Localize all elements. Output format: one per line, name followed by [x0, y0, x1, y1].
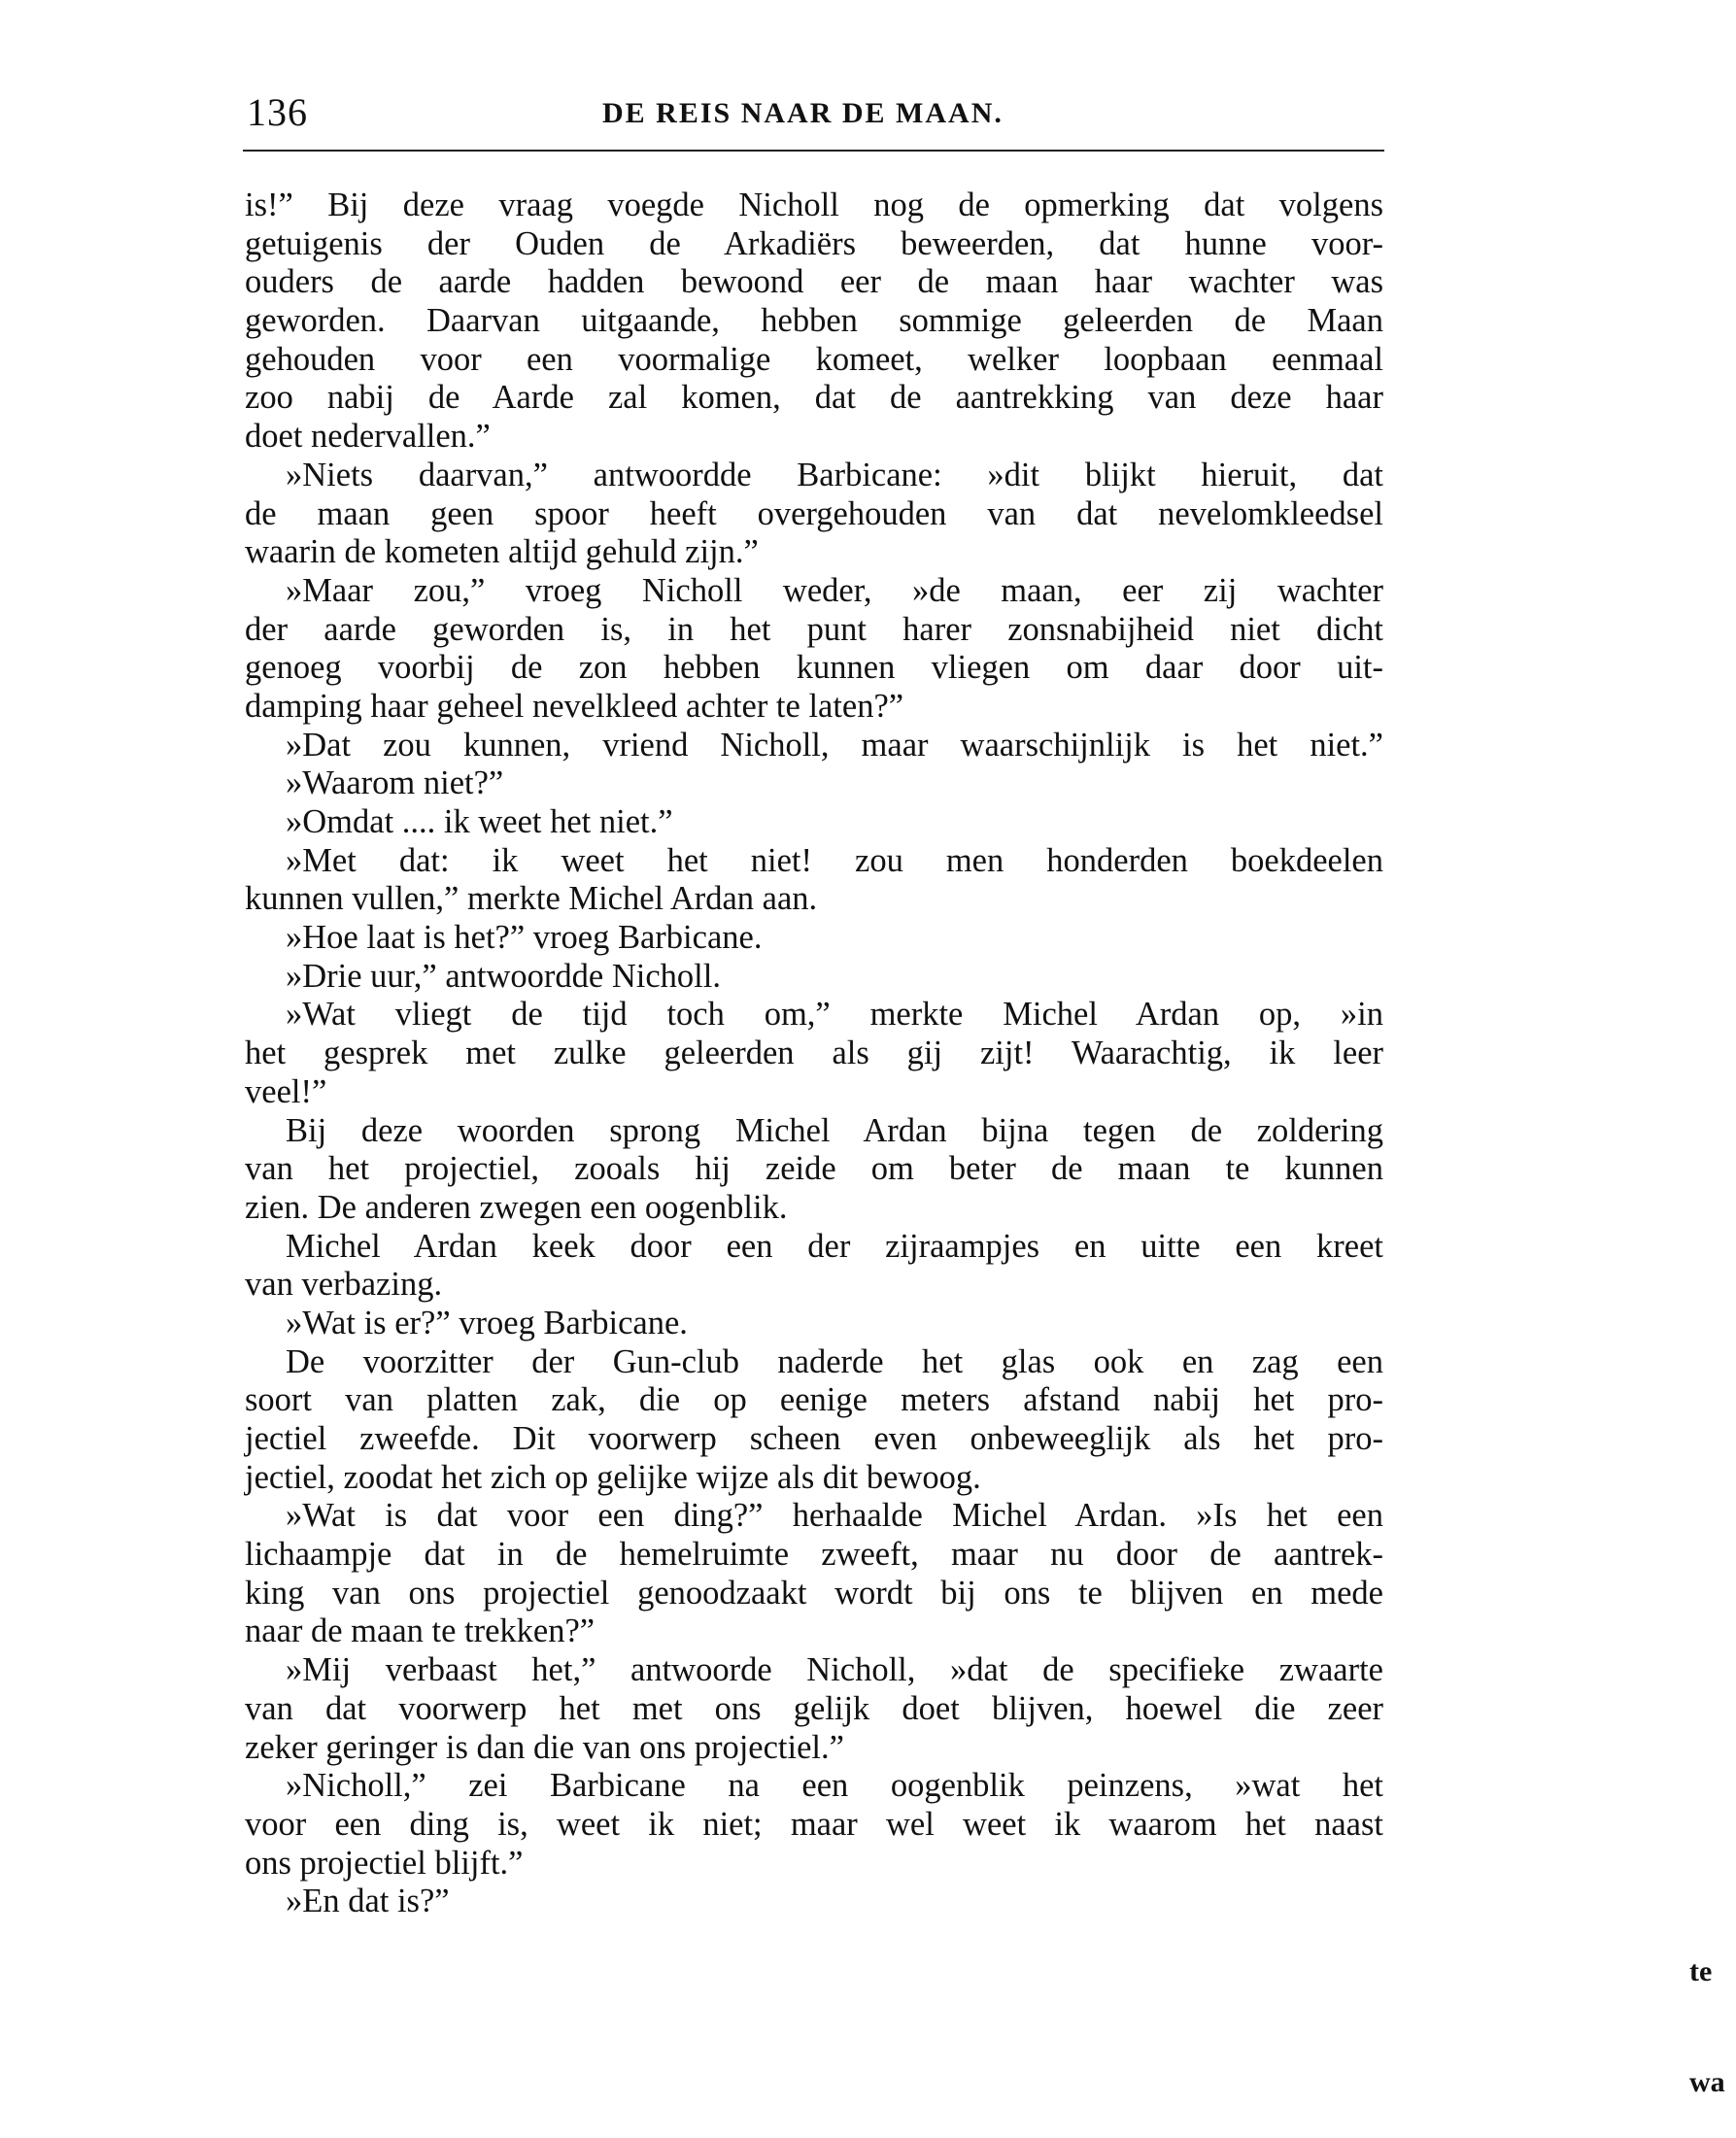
text-line: »Met dat: ik weet het niet! zou men honderden boekdeelen	[286, 841, 1383, 879]
text-line: Michel Ardan keek door een der zijraampjes en uitte een kreet	[286, 1227, 1383, 1265]
text-line: jectiel, zoodat het zich op gelijke wijze als dit bewoog.	[245, 1458, 981, 1496]
text-line: getuigenis der Ouden de Arkadiërs beweerden, dat hunne voor-	[245, 224, 1383, 262]
text-line: zoo nabij de Aarde zal komen, dat de aantrekking van deze haar	[245, 379, 1383, 417]
text-line: der aarde geworden is, in het punt harer zonsnabijheid niet dicht	[245, 610, 1383, 648]
text-line: »Dat zou kunnen, vriend Nicholl, maar waarschijnlijk is het niet.”	[286, 726, 1383, 764]
text-line: kunnen vullen,” merkte Michel Ardan aan.	[245, 880, 818, 918]
text-line: jectiel zweefde. Dit voorwerp scheen even onbeweeglijk als het pro-	[245, 1420, 1383, 1457]
text-line: »En dat is?”	[286, 1883, 450, 1920]
text-line: ons projectiel blijft.”	[245, 1844, 524, 1882]
margin-fragment-line: te	[1689, 1955, 1713, 1987]
margin-fragment	[1689, 1880, 1725, 2138]
text-line: gehouden voor een voormalige komeet, welker loopbaan eenmaal	[245, 340, 1383, 378]
text-line: »Omdat .... ik weet het niet.”	[286, 803, 673, 840]
body-text	[245, 187, 1383, 1921]
text-line: het gesprek met zulke geleerden als gij zijt! Waarachtig, ik leer	[245, 1035, 1383, 1072]
text-line: Bij deze woorden sprong Michel Ardan bijna tegen de zoldering	[286, 1111, 1383, 1149]
header-rule	[243, 150, 1384, 152]
text-line: »Wat is er?” vroeg Barbicane.	[286, 1304, 688, 1341]
text-line: »Niets daarvan,” antwoordde Barbicane: »dit blijkt hieruit, dat	[286, 456, 1383, 493]
text-line: zeker geringer is dan die van ons projectiel.”	[245, 1728, 844, 1766]
text-line: »Drie uur,” antwoordde Nicholl.	[286, 957, 721, 995]
text-line: voor een ding is, weet ik niet; maar wel weet ik waarom het naast	[245, 1805, 1383, 1843]
text-line: »Wat is dat voor een ding?” herhaalde Michel Ardan. »Is het een	[286, 1497, 1383, 1535]
text-line: »Nicholl,” zei Barbicane na een oogenblik peinzens, »wat het	[286, 1767, 1383, 1805]
margin-fragment-line: wa	[1689, 2066, 1725, 2098]
text-line: genoeg voorbij de zon hebben kunnen vliegen om daar door uit-	[245, 649, 1383, 687]
running-title: DE REIS NAAR DE MAAN.	[602, 97, 1004, 129]
text-line: king van ons projectiel genoodzaakt wordt bij ons te blijven en mede	[245, 1574, 1383, 1612]
text-line: »Mij verbaast het,” antwoorde Nicholl, »dat de specifieke zwaarte	[286, 1651, 1383, 1689]
text-line: de maan geen spoor heeft overgehouden van dat nevelomkleedsel	[245, 494, 1383, 532]
text-line: »Wat vliegt de tijd toch om,” merkte Michel Ardan op, »in	[286, 996, 1383, 1034]
text-line: van het projectiel, zooals hij zeide om beter de maan te kunnen	[245, 1150, 1383, 1188]
page-number: 136	[247, 90, 308, 134]
text-line: van verbazing.	[245, 1266, 443, 1304]
text-line: soort van platten zak, die op eenige meters afstand nabij het pro-	[245, 1381, 1383, 1419]
text-line: waarin de kometen altijd gehuld zijn.”	[245, 533, 759, 571]
text-line: »Waarom niet?”	[286, 764, 504, 802]
text-line: lichaampje dat in de hemelruimte zweeft, maar nu door de aantrek-	[245, 1536, 1383, 1574]
text-line: ouders de aarde hadden bewoond eer de maan haar wachter was	[245, 263, 1383, 301]
text-line: van dat voorwerp het met ons gelijk doet blijven, hoewel die zeer	[245, 1689, 1383, 1727]
text-line: naar de maan te trekken?”	[245, 1612, 596, 1650]
text-line: geworden. Daarvan uitgaande, hebben sommige geleerden de Maan	[245, 302, 1383, 340]
text-line: damping haar geheel nevelkleed achter te laten?”	[245, 687, 904, 725]
text-line: is!” Bij deze vraag voegde Nicholl nog de opmerking dat volgens	[245, 187, 1383, 223]
text-line: zien. De anderen zwegen een oogenblik.	[245, 1188, 788, 1226]
text-line: doet nedervallen.”	[245, 418, 491, 456]
text-line: »Maar zou,” vroeg Nicholl weder, »de maan, eer zij wachter	[286, 571, 1383, 609]
text-line: De voorzitter der Gun-club naderde het glas ook en zag een	[286, 1342, 1383, 1380]
text-line: veel!”	[245, 1072, 327, 1110]
text-line: »Hoe laat is het?” vroeg Barbicane.	[286, 919, 763, 957]
